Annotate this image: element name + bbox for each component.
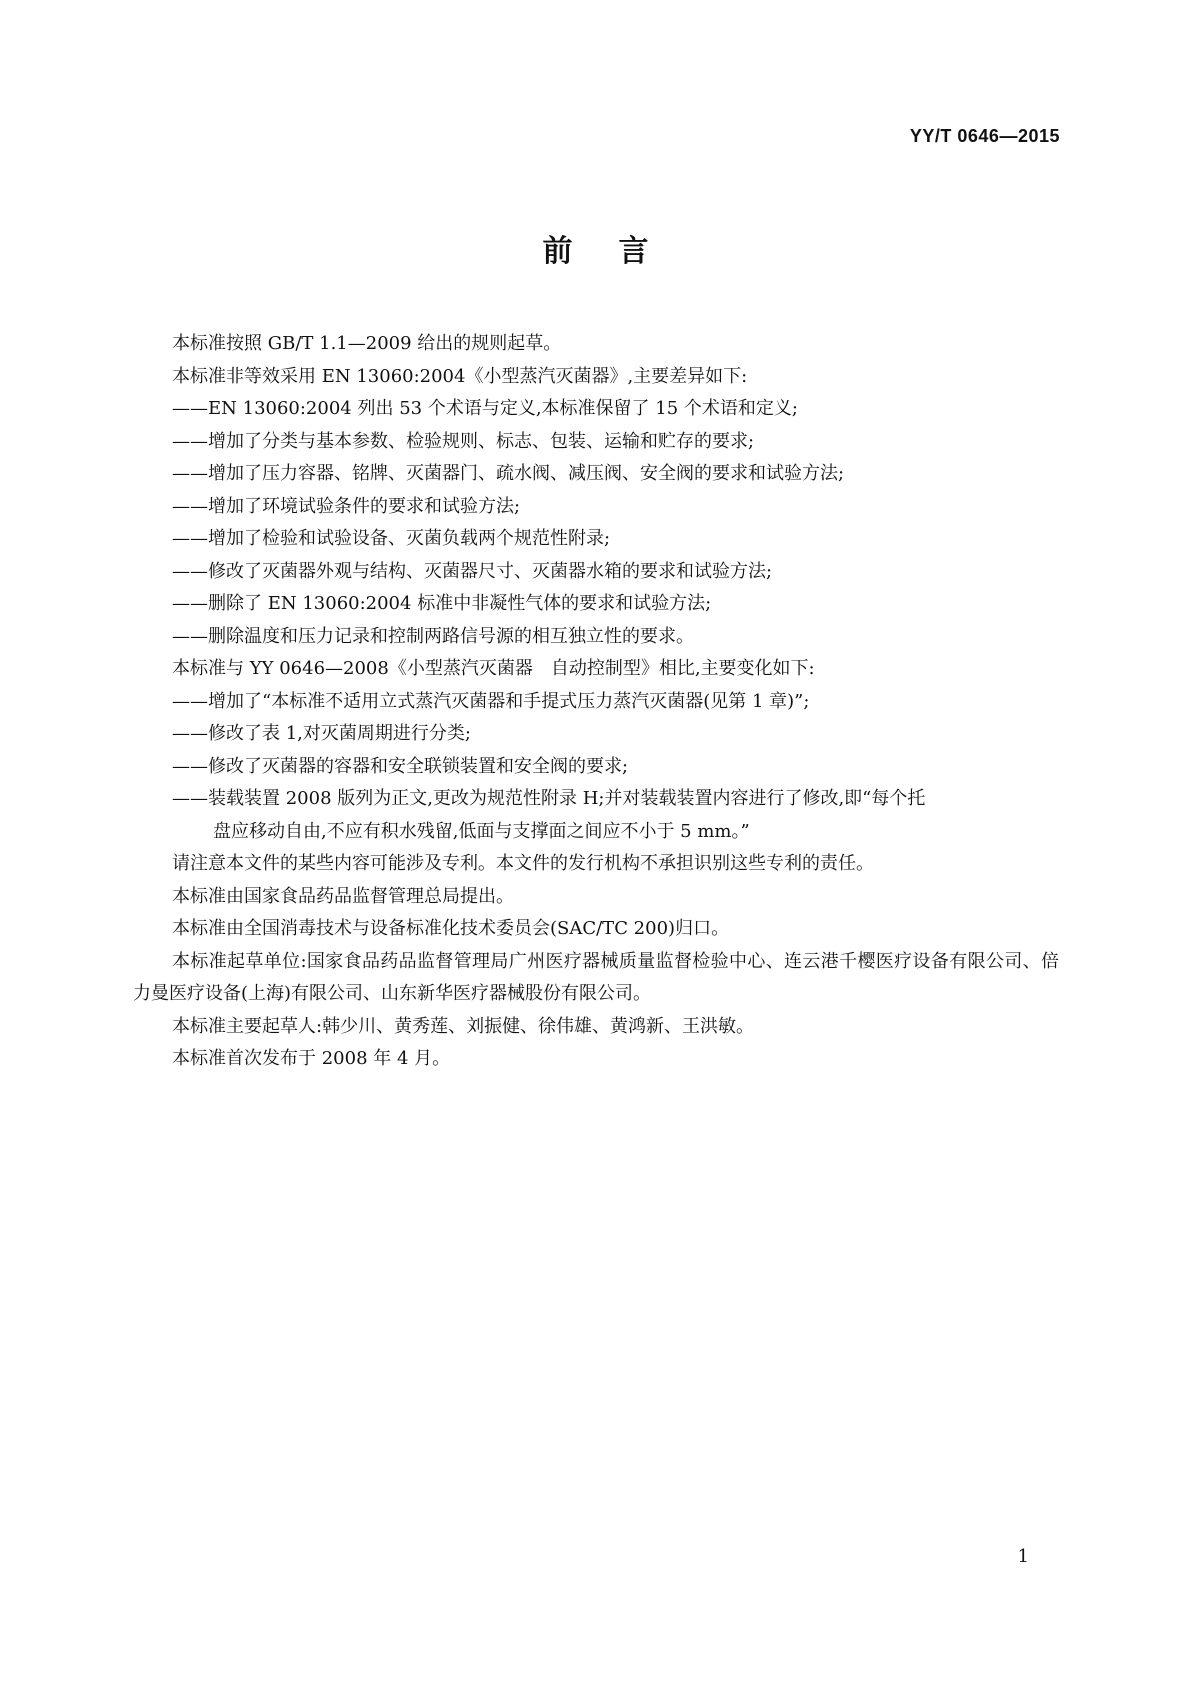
list-item: ——增加了环境试验条件的要求和试验方法; (172, 495, 521, 517)
page-title: 前言 (542, 234, 695, 269)
paragraph: 本标准主要起草人:韩少川、黄秀莲、刘振健、徐伟雄、黄鸿新、王洪敏。 (172, 1015, 755, 1037)
paragraph: 本标准由国家食品药品监督管理总局提出。 (172, 885, 514, 907)
list-item: ——增加了“本标准不适用立式蒸汽灭菌器和手提式压力蒸汽灭菌器(见第 1 章)”; (172, 690, 810, 712)
paragraph: 本标准按照 GB/T 1.1—2009 给出的规则起草。 (172, 333, 562, 354)
paragraph: 本标准起草单位:国家食品药品监督管理局广州医疗器械质量监督检验中心、连云港千樱医疗设备有限公司、倍力曼医疗设备(上海)有限公司、山东新华医疗器械股份有限公司。 (133, 950, 1059, 1004)
list-item: 盘应移动自由,不应有积水残留,低面与支撑面之间应不小于 5 mm。” (213, 820, 750, 842)
list-item: ——删除了 EN 13060:2004 标准中非凝性气体的要求和试验方法; (172, 593, 712, 614)
list-item: ——装载装置 2008 版列为正文,更改为规范性附录 H;并对装载装置内容进行了修改,即“每个托 (172, 788, 926, 809)
list-item: ——删除温度和压力记录和控制两路信号源的相互独立性的要求。 (172, 625, 694, 647)
list-item: ——EN 13060:2004 列出 53 个术语与定义,本标准保留了 15 个术语和定义; (172, 398, 798, 419)
list-item: ——修改了表 1,对灭菌周期进行分类; (172, 723, 471, 744)
standard-code: YY/T 0646—2015 (909, 126, 1060, 146)
list-item: ——修改了灭菌器的容器和安全联锁装置和安全阀的要求; (172, 755, 629, 777)
paragraph: 本标准与 YY 0646—2008《小型蒸汽灭菌器 自动控制型》相比,主要变化如下: (172, 658, 815, 679)
list-item: ——增加了分类与基本参数、检验规则、标志、包装、运输和贮存的要求; (172, 430, 755, 452)
foreword-body (133, 328, 1059, 1076)
paragraph: 本标准首次发布于 2008 年 4 月。 (172, 1048, 451, 1069)
paragraph: 本标准由全国消毒技术与设备标准化技术委员会(SAC/TC 200)归口。 (172, 918, 730, 939)
paragraph: 本标准非等效采用 EN 13060:2004《小型蒸汽灭菌器》,主要差异如下: (172, 365, 748, 387)
list-item: ——增加了检验和试验设备、灭菌负载两个规范性附录; (172, 528, 611, 549)
list-item: ——增加了压力容器、铭牌、灭菌器门、疏水阀、减压阀、安全阀的要求和试验方法; (172, 463, 845, 484)
page-number: 1 (1017, 1546, 1029, 1567)
list-item: ——修改了灭菌器外观与结构、灭菌器尺寸、灭菌器水箱的要求和试验方法; (172, 560, 773, 582)
paragraph: 请注意本文件的某些内容可能涉及专利。本文件的发行机构不承担识别这些专利的责任。 (172, 853, 874, 874)
